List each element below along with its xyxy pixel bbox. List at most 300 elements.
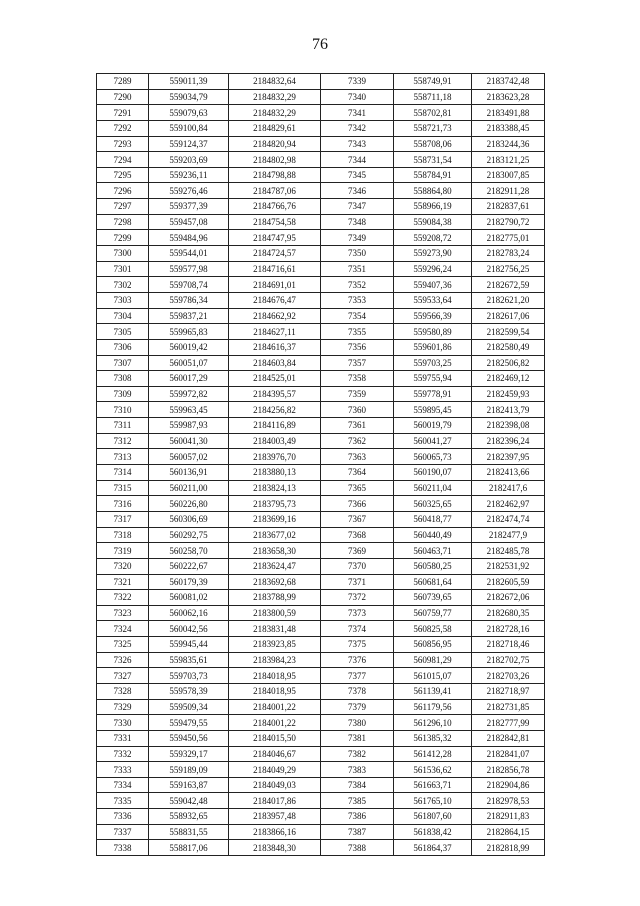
y-coordinate-right: 2182397,95 xyxy=(472,449,545,465)
x-coordinate-right: 558708,06 xyxy=(394,136,472,152)
table-row xyxy=(97,605,545,621)
x-coordinate-right: 561536,62 xyxy=(394,762,472,778)
y-coordinate-left: 2183800,59 xyxy=(229,605,321,621)
y-coordinate-right: 2183388,45 xyxy=(472,120,545,136)
point-number-right: 7341 xyxy=(321,105,394,121)
y-coordinate-left: 2184691,01 xyxy=(229,277,321,293)
x-coordinate-right: 560065,73 xyxy=(394,449,472,465)
x-coordinate-left: 560258,70 xyxy=(149,543,229,559)
x-coordinate-right: 561179,56 xyxy=(394,699,472,715)
x-coordinate-right: 559778,91 xyxy=(394,386,472,402)
x-coordinate-left: 560222,67 xyxy=(149,558,229,574)
point-number-left: 7313 xyxy=(97,449,149,465)
point-number-left: 7336 xyxy=(97,809,149,825)
y-coordinate-right: 2182978,53 xyxy=(472,793,545,809)
x-coordinate-left: 559544,01 xyxy=(149,246,229,262)
y-coordinate-right: 2182477,9 xyxy=(472,527,545,543)
x-coordinate-right: 559296,24 xyxy=(394,261,472,277)
y-coordinate-left: 2183848,30 xyxy=(229,840,321,856)
table-row xyxy=(97,261,545,277)
table-row xyxy=(97,89,545,105)
y-coordinate-right: 2182703,26 xyxy=(472,668,545,684)
point-number-right: 7350 xyxy=(321,246,394,262)
y-coordinate-left: 2184787,06 xyxy=(229,183,321,199)
x-coordinate-right: 559895,45 xyxy=(394,402,472,418)
point-number-left: 7327 xyxy=(97,668,149,684)
table-row xyxy=(97,324,545,340)
point-number-right: 7339 xyxy=(321,74,394,90)
y-coordinate-right: 2182672,06 xyxy=(472,590,545,606)
point-number-right: 7382 xyxy=(321,746,394,762)
x-coordinate-left: 558932,65 xyxy=(149,809,229,825)
point-number-left: 7297 xyxy=(97,199,149,215)
point-number-left: 7306 xyxy=(97,339,149,355)
point-number-right: 7361 xyxy=(321,418,394,434)
x-coordinate-left: 559703,73 xyxy=(149,668,229,684)
x-coordinate-left: 559450,56 xyxy=(149,730,229,746)
table-row xyxy=(97,793,545,809)
point-number-left: 7307 xyxy=(97,355,149,371)
y-coordinate-right: 2182680,35 xyxy=(472,605,545,621)
y-coordinate-left: 2184046,67 xyxy=(229,746,321,762)
y-coordinate-left: 2184627,11 xyxy=(229,324,321,340)
y-coordinate-right: 2182469,12 xyxy=(472,371,545,387)
point-number-right: 7378 xyxy=(321,683,394,699)
point-number-left: 7298 xyxy=(97,214,149,230)
point-number-right: 7368 xyxy=(321,527,394,543)
x-coordinate-right: 559566,39 xyxy=(394,308,472,324)
point-number-right: 7375 xyxy=(321,637,394,653)
x-coordinate-left: 559034,79 xyxy=(149,89,229,105)
y-coordinate-left: 2183824,13 xyxy=(229,480,321,496)
y-coordinate-right: 2182790,72 xyxy=(472,214,545,230)
y-coordinate-right: 2182728,16 xyxy=(472,621,545,637)
y-coordinate-right: 2182756,25 xyxy=(472,261,545,277)
x-coordinate-left: 559965,83 xyxy=(149,324,229,340)
page-number: 76 xyxy=(312,36,328,53)
x-coordinate-left: 559203,69 xyxy=(149,152,229,168)
x-coordinate-left: 559457,08 xyxy=(149,214,229,230)
x-coordinate-right: 560211,04 xyxy=(394,480,472,496)
x-coordinate-left: 559577,98 xyxy=(149,261,229,277)
point-number-left: 7295 xyxy=(97,167,149,183)
x-coordinate-right: 560580,25 xyxy=(394,558,472,574)
y-coordinate-right: 2182605,59 xyxy=(472,574,545,590)
y-coordinate-right: 2183244,36 xyxy=(472,136,545,152)
point-number-right: 7360 xyxy=(321,402,394,418)
x-coordinate-right: 561385,32 xyxy=(394,730,472,746)
point-number-left: 7335 xyxy=(97,793,149,809)
x-coordinate-right: 558749,91 xyxy=(394,74,472,90)
table-row xyxy=(97,402,545,418)
point-number-left: 7325 xyxy=(97,637,149,653)
point-number-left: 7304 xyxy=(97,308,149,324)
point-number-right: 7345 xyxy=(321,167,394,183)
point-number-right: 7352 xyxy=(321,277,394,293)
y-coordinate-left: 2183880,13 xyxy=(229,465,321,481)
y-coordinate-left: 2184116,89 xyxy=(229,418,321,434)
y-coordinate-left: 2183677,02 xyxy=(229,527,321,543)
point-number-right: 7369 xyxy=(321,543,394,559)
table-row xyxy=(97,308,545,324)
x-coordinate-right: 561765,10 xyxy=(394,793,472,809)
x-coordinate-right: 560856,95 xyxy=(394,637,472,653)
y-coordinate-left: 2183699,16 xyxy=(229,511,321,527)
point-number-right: 7353 xyxy=(321,292,394,308)
point-number-right: 7364 xyxy=(321,465,394,481)
y-coordinate-left: 2184832,64 xyxy=(229,74,321,90)
point-number-left: 7319 xyxy=(97,543,149,559)
y-coordinate-right: 2182621,20 xyxy=(472,292,545,308)
y-coordinate-left: 2183692,68 xyxy=(229,574,321,590)
y-coordinate-left: 2184049,03 xyxy=(229,777,321,793)
x-coordinate-left: 558817,06 xyxy=(149,840,229,856)
x-coordinate-left: 560051,07 xyxy=(149,355,229,371)
point-number-right: 7355 xyxy=(321,324,394,340)
x-coordinate-right: 560440,49 xyxy=(394,527,472,543)
y-coordinate-left: 2184603,84 xyxy=(229,355,321,371)
x-coordinate-left: 559079,63 xyxy=(149,105,229,121)
point-number-left: 7330 xyxy=(97,715,149,731)
x-coordinate-left: 560211,00 xyxy=(149,480,229,496)
point-number-left: 7303 xyxy=(97,292,149,308)
table-row xyxy=(97,730,545,746)
point-number-left: 7294 xyxy=(97,152,149,168)
x-coordinate-right: 560981,29 xyxy=(394,652,472,668)
point-number-right: 7342 xyxy=(321,120,394,136)
x-coordinate-right: 560325,65 xyxy=(394,496,472,512)
x-coordinate-left: 560042,56 xyxy=(149,621,229,637)
x-coordinate-left: 559578,39 xyxy=(149,683,229,699)
y-coordinate-right: 2183121,25 xyxy=(472,152,545,168)
table-row xyxy=(97,214,545,230)
x-coordinate-right: 559703,25 xyxy=(394,355,472,371)
x-coordinate-right: 559533,64 xyxy=(394,292,472,308)
x-coordinate-left: 559835,61 xyxy=(149,652,229,668)
x-coordinate-left: 559163,87 xyxy=(149,777,229,793)
point-number-right: 7386 xyxy=(321,809,394,825)
y-coordinate-left: 2184820,94 xyxy=(229,136,321,152)
point-number-left: 7300 xyxy=(97,246,149,262)
y-coordinate-right: 2182904,86 xyxy=(472,777,545,793)
table-row xyxy=(97,511,545,527)
x-coordinate-right: 559273,90 xyxy=(394,246,472,262)
x-coordinate-right: 561838,42 xyxy=(394,824,472,840)
x-coordinate-right: 560190,07 xyxy=(394,465,472,481)
point-number-left: 7332 xyxy=(97,746,149,762)
table-row xyxy=(97,558,545,574)
point-number-left: 7326 xyxy=(97,652,149,668)
x-coordinate-right: 559601,86 xyxy=(394,339,472,355)
x-coordinate-right: 561412,28 xyxy=(394,746,472,762)
point-number-right: 7373 xyxy=(321,605,394,621)
y-coordinate-right: 2183623,28 xyxy=(472,89,545,105)
table-row xyxy=(97,152,545,168)
y-coordinate-right: 2182462,97 xyxy=(472,496,545,512)
y-coordinate-left: 2184832,29 xyxy=(229,89,321,105)
y-coordinate-right: 2182459,93 xyxy=(472,386,545,402)
point-number-left: 7323 xyxy=(97,605,149,621)
y-coordinate-left: 2184802,98 xyxy=(229,152,321,168)
y-coordinate-right: 2182413,66 xyxy=(472,465,545,481)
table-row xyxy=(97,777,545,793)
table-row xyxy=(97,840,545,856)
y-coordinate-right: 2182506,82 xyxy=(472,355,545,371)
point-number-right: 7348 xyxy=(321,214,394,230)
point-number-right: 7366 xyxy=(321,496,394,512)
y-coordinate-right: 2182531,92 xyxy=(472,558,545,574)
x-coordinate-left: 559972,82 xyxy=(149,386,229,402)
x-coordinate-left: 559124,37 xyxy=(149,136,229,152)
y-coordinate-left: 2184616,37 xyxy=(229,339,321,355)
y-coordinate-right: 2183491,88 xyxy=(472,105,545,121)
table-row xyxy=(97,433,545,449)
y-coordinate-right: 2182702,75 xyxy=(472,652,545,668)
y-coordinate-right: 2182580,49 xyxy=(472,339,545,355)
table-row xyxy=(97,183,545,199)
y-coordinate-right: 2182474,74 xyxy=(472,511,545,527)
y-coordinate-right: 2182617,06 xyxy=(472,308,545,324)
point-number-left: 7293 xyxy=(97,136,149,152)
x-coordinate-right: 558702,81 xyxy=(394,105,472,121)
x-coordinate-left: 560041,30 xyxy=(149,433,229,449)
y-coordinate-right: 2182417,6 xyxy=(472,480,545,496)
x-coordinate-left: 560057,02 xyxy=(149,449,229,465)
x-coordinate-left: 559963,45 xyxy=(149,402,229,418)
x-coordinate-left: 559011,39 xyxy=(149,74,229,90)
point-number-right: 7377 xyxy=(321,668,394,684)
x-coordinate-right: 558966,19 xyxy=(394,199,472,215)
x-coordinate-left: 560019,42 xyxy=(149,339,229,355)
point-number-right: 7351 xyxy=(321,261,394,277)
point-number-left: 7318 xyxy=(97,527,149,543)
point-number-right: 7380 xyxy=(321,715,394,731)
x-coordinate-left: 560226,80 xyxy=(149,496,229,512)
point-number-right: 7346 xyxy=(321,183,394,199)
y-coordinate-right: 2182398,08 xyxy=(472,418,545,434)
y-coordinate-right: 2182856,78 xyxy=(472,762,545,778)
x-coordinate-right: 560418,77 xyxy=(394,511,472,527)
y-coordinate-left: 2184003,49 xyxy=(229,433,321,449)
table-row xyxy=(97,371,545,387)
table-row xyxy=(97,355,545,371)
y-coordinate-left: 2183866,16 xyxy=(229,824,321,840)
point-number-right: 7358 xyxy=(321,371,394,387)
table-row xyxy=(97,543,545,559)
point-number-left: 7314 xyxy=(97,465,149,481)
x-coordinate-right: 561864,37 xyxy=(394,840,472,856)
table-row xyxy=(97,715,545,731)
x-coordinate-left: 560081,02 xyxy=(149,590,229,606)
y-coordinate-left: 2184724,57 xyxy=(229,246,321,262)
point-number-right: 7370 xyxy=(321,558,394,574)
table-row xyxy=(97,167,545,183)
point-number-left: 7333 xyxy=(97,762,149,778)
x-coordinate-left: 559042,48 xyxy=(149,793,229,809)
table-row xyxy=(97,590,545,606)
y-coordinate-left: 2183658,30 xyxy=(229,543,321,559)
y-coordinate-left: 2184525,01 xyxy=(229,371,321,387)
x-coordinate-right: 561663,71 xyxy=(394,777,472,793)
table-row xyxy=(97,418,545,434)
x-coordinate-left: 559100,84 xyxy=(149,120,229,136)
table-row xyxy=(97,199,545,215)
y-coordinate-right: 2182718,46 xyxy=(472,637,545,653)
x-coordinate-left: 559377,39 xyxy=(149,199,229,215)
coordinates-table-body xyxy=(97,74,545,856)
y-coordinate-left: 2183788,99 xyxy=(229,590,321,606)
y-coordinate-right: 2182731,85 xyxy=(472,699,545,715)
x-coordinate-right: 559580,89 xyxy=(394,324,472,340)
table-row xyxy=(97,621,545,637)
table-row xyxy=(97,668,545,684)
table-row xyxy=(97,136,545,152)
table-row xyxy=(97,480,545,496)
point-number-left: 7308 xyxy=(97,371,149,387)
y-coordinate-right: 2182842,81 xyxy=(472,730,545,746)
x-coordinate-right: 559407,36 xyxy=(394,277,472,293)
table-row xyxy=(97,683,545,699)
table-row xyxy=(97,637,545,653)
x-coordinate-left: 559484,96 xyxy=(149,230,229,246)
y-coordinate-right: 2182413,79 xyxy=(472,402,545,418)
point-number-left: 7305 xyxy=(97,324,149,340)
y-coordinate-right: 2182777,99 xyxy=(472,715,545,731)
point-number-right: 7359 xyxy=(321,386,394,402)
point-number-right: 7354 xyxy=(321,308,394,324)
table-row xyxy=(97,824,545,840)
x-coordinate-left: 559189,09 xyxy=(149,762,229,778)
point-number-left: 7322 xyxy=(97,590,149,606)
point-number-right: 7374 xyxy=(321,621,394,637)
point-number-right: 7367 xyxy=(321,511,394,527)
point-number-left: 7301 xyxy=(97,261,149,277)
x-coordinate-left: 559987,93 xyxy=(149,418,229,434)
point-number-left: 7315 xyxy=(97,480,149,496)
x-coordinate-left: 560136,91 xyxy=(149,465,229,481)
table-row xyxy=(97,339,545,355)
table-row xyxy=(97,105,545,121)
y-coordinate-left: 2184754,58 xyxy=(229,214,321,230)
point-number-right: 7344 xyxy=(321,152,394,168)
point-number-right: 7357 xyxy=(321,355,394,371)
y-coordinate-left: 2184256,82 xyxy=(229,402,321,418)
point-number-left: 7316 xyxy=(97,496,149,512)
y-coordinate-right: 2182841,07 xyxy=(472,746,545,762)
point-number-right: 7385 xyxy=(321,793,394,809)
table-row xyxy=(97,465,545,481)
point-number-left: 7331 xyxy=(97,730,149,746)
y-coordinate-left: 2184832,29 xyxy=(229,105,321,121)
x-coordinate-right: 559084,38 xyxy=(394,214,472,230)
x-coordinate-left: 560062,16 xyxy=(149,605,229,621)
y-coordinate-left: 2184049,29 xyxy=(229,762,321,778)
point-number-left: 7317 xyxy=(97,511,149,527)
x-coordinate-right: 560825,58 xyxy=(394,621,472,637)
x-coordinate-right: 560463,71 xyxy=(394,543,472,559)
point-number-right: 7379 xyxy=(321,699,394,715)
y-coordinate-right: 2182775,01 xyxy=(472,230,545,246)
point-number-right: 7349 xyxy=(321,230,394,246)
table-row xyxy=(97,746,545,762)
y-coordinate-right: 2182864,15 xyxy=(472,824,545,840)
x-coordinate-right: 558711,18 xyxy=(394,89,472,105)
x-coordinate-left: 560306,69 xyxy=(149,511,229,527)
point-number-right: 7387 xyxy=(321,824,394,840)
y-coordinate-right: 2182599,54 xyxy=(472,324,545,340)
y-coordinate-right: 2182818,99 xyxy=(472,840,545,856)
point-number-left: 7296 xyxy=(97,183,149,199)
point-number-left: 7334 xyxy=(97,777,149,793)
table-row xyxy=(97,699,545,715)
x-coordinate-right: 561296,10 xyxy=(394,715,472,731)
y-coordinate-left: 2184018,95 xyxy=(229,683,321,699)
point-number-right: 7381 xyxy=(321,730,394,746)
point-number-left: 7338 xyxy=(97,840,149,856)
point-number-left: 7329 xyxy=(97,699,149,715)
x-coordinate-right: 560759,77 xyxy=(394,605,472,621)
y-coordinate-right: 2182911,28 xyxy=(472,183,545,199)
x-coordinate-right: 560041,27 xyxy=(394,433,472,449)
x-coordinate-left: 559479,55 xyxy=(149,715,229,731)
x-coordinate-right: 560739,65 xyxy=(394,590,472,606)
x-coordinate-left: 560179,39 xyxy=(149,574,229,590)
x-coordinate-left: 559329,17 xyxy=(149,746,229,762)
point-number-left: 7337 xyxy=(97,824,149,840)
y-coordinate-right: 2182672,59 xyxy=(472,277,545,293)
x-coordinate-right: 561015,07 xyxy=(394,668,472,684)
table-row xyxy=(97,74,545,90)
point-number-left: 7292 xyxy=(97,120,149,136)
x-coordinate-right: 558784,91 xyxy=(394,167,472,183)
y-coordinate-left: 2184018,95 xyxy=(229,668,321,684)
y-coordinate-left: 2184001,22 xyxy=(229,715,321,731)
point-number-left: 7328 xyxy=(97,683,149,699)
x-coordinate-right: 559208,72 xyxy=(394,230,472,246)
point-number-left: 7320 xyxy=(97,558,149,574)
point-number-left: 7312 xyxy=(97,433,149,449)
x-coordinate-right: 560019,79 xyxy=(394,418,472,434)
y-coordinate-left: 2184001,22 xyxy=(229,699,321,715)
y-coordinate-left: 2184662,92 xyxy=(229,308,321,324)
y-coordinate-left: 2183923,85 xyxy=(229,637,321,653)
point-number-left: 7310 xyxy=(97,402,149,418)
point-number-right: 7372 xyxy=(321,590,394,606)
x-coordinate-right: 561139,41 xyxy=(394,683,472,699)
point-number-left: 7321 xyxy=(97,574,149,590)
x-coordinate-left: 559708,74 xyxy=(149,277,229,293)
x-coordinate-left: 559236,11 xyxy=(149,167,229,183)
point-number-right: 7362 xyxy=(321,433,394,449)
y-coordinate-left: 2183984,23 xyxy=(229,652,321,668)
y-coordinate-left: 2184747,95 xyxy=(229,230,321,246)
x-coordinate-right: 558721,73 xyxy=(394,120,472,136)
table-row xyxy=(97,230,545,246)
point-number-right: 7340 xyxy=(321,89,394,105)
y-coordinate-right: 2183742,48 xyxy=(472,74,545,90)
point-number-left: 7291 xyxy=(97,105,149,121)
y-coordinate-right: 2182396,24 xyxy=(472,433,545,449)
x-coordinate-right: 558864,80 xyxy=(394,183,472,199)
y-coordinate-left: 2183795,73 xyxy=(229,496,321,512)
x-coordinate-right: 559755,94 xyxy=(394,371,472,387)
y-coordinate-right: 2182911,83 xyxy=(472,809,545,825)
table-row xyxy=(97,652,545,668)
y-coordinate-right: 2182485,78 xyxy=(472,543,545,559)
point-number-left: 7324 xyxy=(97,621,149,637)
y-coordinate-left: 2184716,61 xyxy=(229,261,321,277)
point-number-right: 7383 xyxy=(321,762,394,778)
